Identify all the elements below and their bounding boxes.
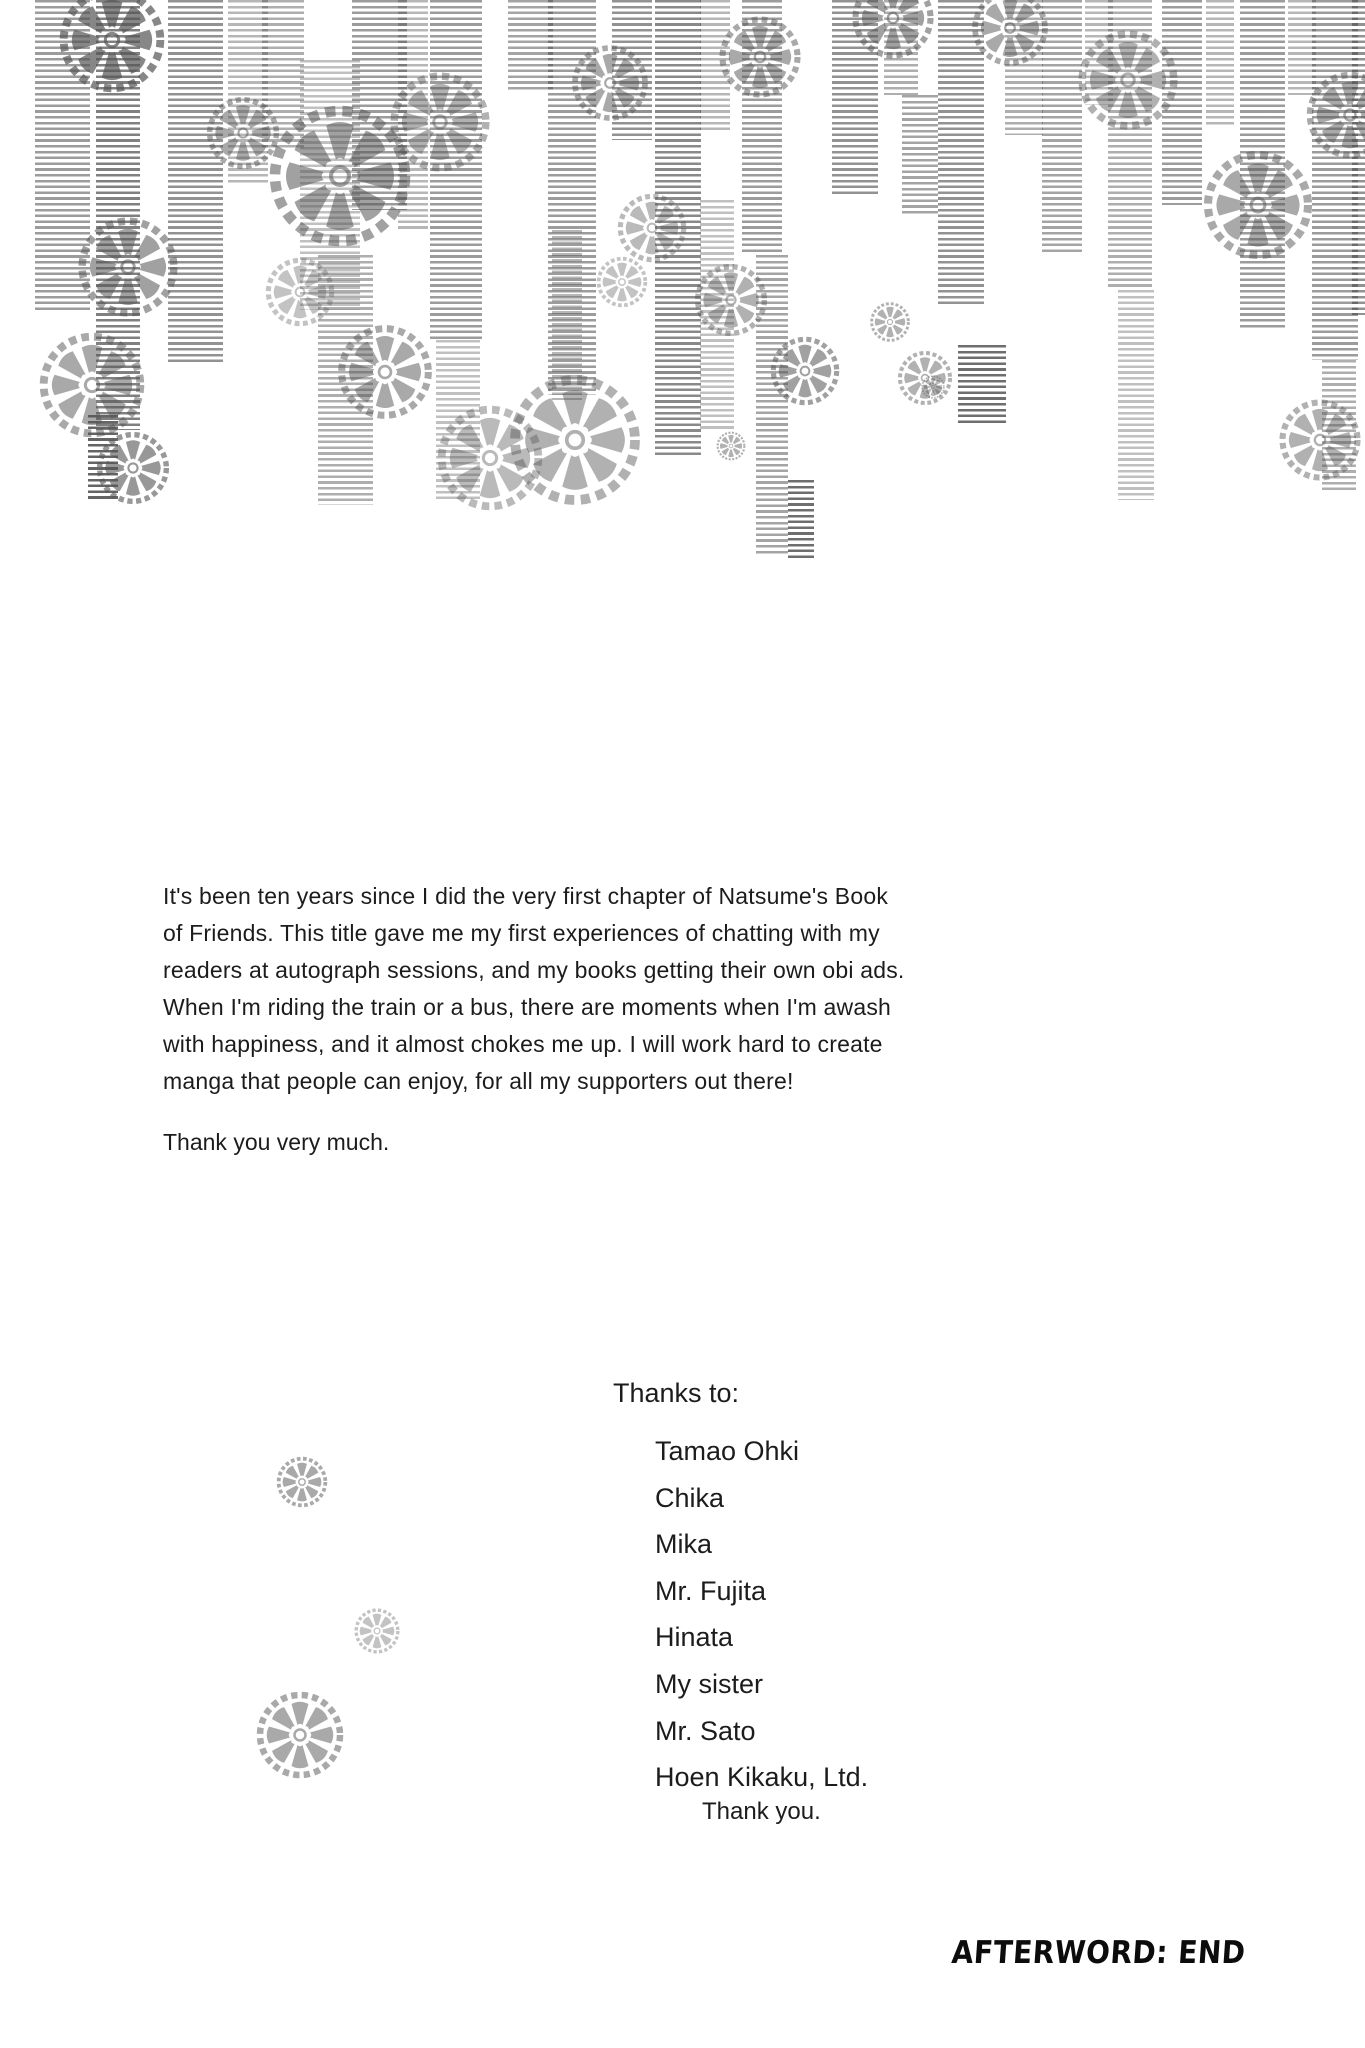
flower-wheel-motif xyxy=(1073,25,1183,135)
thanks-name: Tamao Ohki xyxy=(655,1436,800,1466)
stripe-ribbon xyxy=(262,0,304,150)
thanks-list xyxy=(655,1428,868,1801)
flower-wheel-motif xyxy=(93,428,173,508)
flower-wheel-motif xyxy=(73,212,183,322)
stripe-ribbon xyxy=(96,0,140,430)
flower-wheel-motif xyxy=(920,374,946,400)
afterword-line: manga that people can enjoy, for all my supporters out there! xyxy=(163,1068,794,1094)
stripe-ribbon xyxy=(1206,0,1234,125)
flower-wheel-motif xyxy=(715,12,805,102)
afterword-line: with happiness, and it almost chokes me up. I will work hard to create xyxy=(163,1031,883,1057)
flower-wheel-motif xyxy=(54,0,170,98)
flower-wheel-motif xyxy=(262,254,338,330)
flower-wheel-motif xyxy=(691,260,771,340)
thanks-heading: Thanks to: xyxy=(613,1378,740,1408)
flower-wheel-motif xyxy=(868,300,912,344)
stripe-ribbon xyxy=(958,345,1006,425)
thanks-name: Chika xyxy=(655,1482,725,1513)
stripe-ribbon xyxy=(552,230,582,400)
flower-wheel-motif xyxy=(568,41,652,125)
thanks-closing: Thank you. xyxy=(702,1798,821,1825)
stripe-ribbon xyxy=(1005,0,1043,135)
stripe-ribbon xyxy=(655,0,701,455)
thanks-name: Mika xyxy=(655,1529,713,1560)
stripe-ribbon xyxy=(1240,0,1285,330)
stripe-ribbon xyxy=(508,0,553,90)
stripe-ribbon xyxy=(1162,0,1202,205)
stripe-ribbon xyxy=(88,415,118,500)
flower-wheel-motif xyxy=(968,0,1052,70)
stripe-ribbon xyxy=(700,0,730,130)
flower-wheel-motif xyxy=(1275,395,1365,485)
thanks-name: Mr. Fujita xyxy=(655,1575,767,1606)
afterword-paragraph xyxy=(163,878,905,1100)
stripe-ribbon xyxy=(788,480,814,560)
stripe-ribbon xyxy=(612,0,652,140)
stripe-ribbon xyxy=(902,95,938,215)
stripe-ribbon xyxy=(1352,0,1365,315)
stripe-ribbon xyxy=(35,0,90,312)
afterword-line: When I'm riding the train or a bus, there are moments when I'm awash xyxy=(163,994,892,1020)
stripe-ribbon xyxy=(1312,0,1358,360)
stripe-ribbon xyxy=(228,0,268,185)
flower-wheel-motif xyxy=(34,327,150,443)
flower-wheel-motif xyxy=(594,254,650,310)
stripe-ribbon xyxy=(756,255,788,555)
flower-wheel-motif xyxy=(274,1454,330,1510)
flower-wheel-motif xyxy=(1198,145,1318,265)
thank-you-line: Thank you very much. xyxy=(163,1129,390,1155)
stripe-ribbon xyxy=(1042,0,1082,255)
afterword-line: It's been ten years since I did the very first chapter of Natsume's Book xyxy=(163,883,889,909)
flower-wheel-motif xyxy=(767,333,843,409)
flower-wheel-motif xyxy=(352,1606,402,1656)
stripe-ribbon xyxy=(168,0,223,365)
flower-wheel-motif xyxy=(432,400,548,516)
stripe-ribbon xyxy=(352,0,407,210)
stripe-ribbon xyxy=(436,340,480,500)
stripe-ribbon xyxy=(300,60,360,310)
stripe-ribbon xyxy=(1108,0,1152,290)
flower-wheel-motif xyxy=(262,98,418,254)
stripe-ribbon xyxy=(742,0,782,255)
stripe-ribbon xyxy=(318,255,373,505)
thanks-name: Hoen Kikaku, Ltd. xyxy=(655,1762,869,1793)
flower-wheel-motif xyxy=(895,348,955,408)
stripe-ribbon xyxy=(1085,0,1113,105)
afterword-line: of Friends. This title gave me my first experiences of chatting with my xyxy=(163,920,880,946)
flower-wheel-motif xyxy=(614,190,690,266)
flower-wheel-motif xyxy=(385,67,495,177)
flower-wheel-motif xyxy=(503,368,647,512)
stripe-ribbon xyxy=(938,0,984,305)
stripe-ribbon xyxy=(884,0,918,95)
stripe-ribbon xyxy=(832,0,878,195)
stripe-ribbon xyxy=(1322,360,1356,490)
flower-wheel-motif xyxy=(1302,67,1365,163)
flower-wheel-motif xyxy=(252,1687,348,1783)
flower-wheel-motif xyxy=(715,430,747,462)
stripe-ribbon xyxy=(1118,290,1154,500)
flower-wheel-motif xyxy=(848,0,938,63)
flower-wheel-motif xyxy=(333,320,437,424)
thanks-name: Mr. Sato xyxy=(655,1715,756,1746)
flower-wheel-motif xyxy=(203,93,283,173)
afterword-line: readers at autograph sessions, and my books getting their own obi ads. xyxy=(163,957,905,983)
stripe-ribbon xyxy=(430,0,482,340)
stripe-ribbon xyxy=(398,0,428,230)
stripe-ribbon xyxy=(548,0,596,395)
thanks-name: Hinata xyxy=(655,1622,734,1653)
stripe-ribbon xyxy=(700,200,734,430)
afterword-end-label: AFTERWORD: END xyxy=(950,1934,1247,1971)
stripe-ribbon xyxy=(1288,0,1316,95)
thanks-name: My sister xyxy=(655,1668,763,1699)
